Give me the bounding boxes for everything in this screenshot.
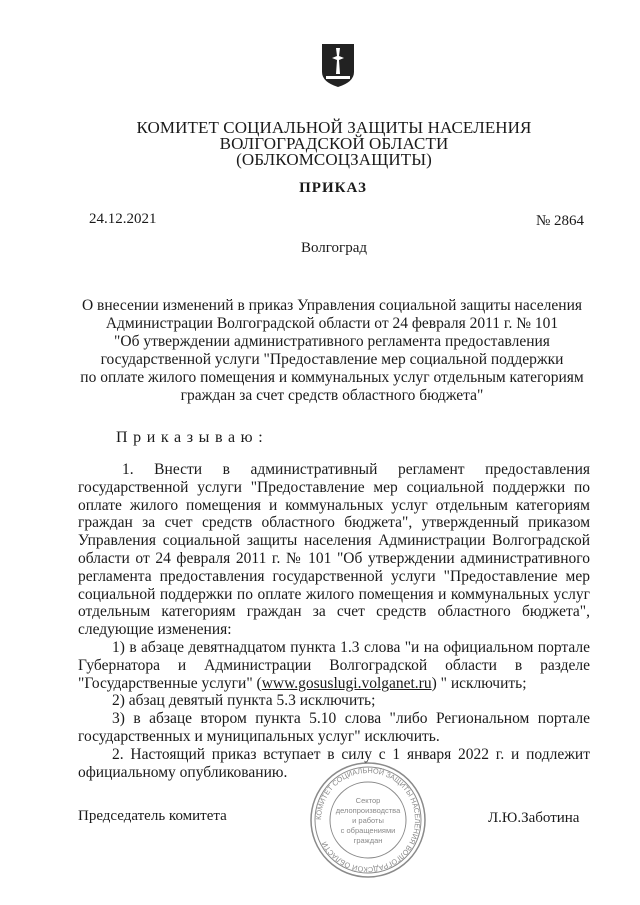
org-line-3: (ОБЛКОМСОЦЗАЩИТЫ): [236, 150, 432, 169]
stamp-center-line: с обращениями: [340, 826, 396, 835]
stamp-center-line: граждан: [353, 836, 383, 845]
official-stamp: [308, 760, 428, 880]
document-subject: [72, 297, 592, 405]
document-number: № 2864: [536, 213, 585, 229]
item-1-text: 1) в абзаце девятнадцатом пункта 1.3 слова "и на официальном портале Губернатора и Администрации Волгоградской области в разделе "Государственные услуги" (: [78, 638, 590, 692]
org-line-2: ВОЛГОГРАДСКОЙ ОБЛАСТИ: [219, 134, 449, 153]
item-1: [78, 639, 590, 692]
subject-line: Администрации Волгоградской области от 24 февраля 2011 г. № 101: [105, 315, 559, 332]
subject-line: О внесении изменений в приказ Управления социальной защиты населения: [81, 297, 583, 314]
stamp-center-line: и работы: [352, 816, 384, 825]
signatory-name: Л.Ю.Заботина: [488, 810, 580, 826]
subject-line: по оплате жилого помещения и коммунальных услуг отдельным категориям: [80, 369, 584, 386]
document-city: [0, 240, 640, 257]
stamp-center-line: Сектор: [355, 796, 381, 805]
item-1-end: ) " исключить;: [431, 674, 527, 692]
document-type: [0, 180, 640, 197]
item-2: 2) абзац девятый пункта 5.3 исключить;: [112, 692, 376, 710]
portal-link[interactable]: www.gosuslugi.volganet.ru: [261, 674, 432, 692]
item-3: 3) в абзаце втором пункта 5.10 слова "либо Региональном портале государственных и муниципальных услуг" исключить.: [78, 710, 590, 745]
doc-type-label: ПРИКАЗ: [299, 180, 367, 196]
subject-line: государственной услуги "Предоставление мер социальной поддержки: [100, 351, 564, 368]
org-line-1: КОМИТЕТ СОЦИАЛЬНОЙ ЗАЩИТЫ НАСЕЛЕНИЯ: [136, 118, 532, 137]
stamp-ring-text: КОМИТЕТ СОЦИАЛЬНОЙ ЗАЩИТЫ НАСЕЛЕНИЯ ВОЛГОГРАДСКОЙ ОБЛАСТИ: [313, 765, 423, 875]
organization-name: [0, 120, 640, 168]
subject-line: граждан за счет средств областного бюджета": [180, 387, 484, 404]
paragraph-2: 2. Настоящий приказ вступает в силу с 1 января 2022 г. и подлежит официальному опубликованию.: [78, 745, 590, 781]
city-label: Волгоград: [300, 240, 367, 256]
subject-line: "Об утверждении административного регламента предоставления: [114, 333, 550, 350]
stamp-center-line: делопроизводства: [335, 806, 401, 815]
paragraph-1: 1. Внести в административный регламент предоставления государственной услуги "Предоставление мер социальной поддержки по оплате жилого помещения и коммунальных услуг отдельным категориям граждан за счет средств областного бюджета", утвержденный приказом Управления социальной защиты населения Администрации Волгоградской области от 24 февраля 2011 г. № 101 "Об утверждении административного регламента предоставления государственной услуги "Предоставление мер социальной поддержки по оплате жилого помещения и коммунальных услуг отдельным категориям граждан за счет средств областного бюджета", следующие изменения:: [78, 461, 590, 639]
order-word: Приказываю:: [116, 429, 269, 446]
document-date: 24.12.2021: [89, 211, 157, 227]
document-body: [78, 461, 590, 781]
coat-of-arms-icon: [320, 42, 356, 88]
signatory-position: Председатель комитета: [78, 808, 227, 824]
